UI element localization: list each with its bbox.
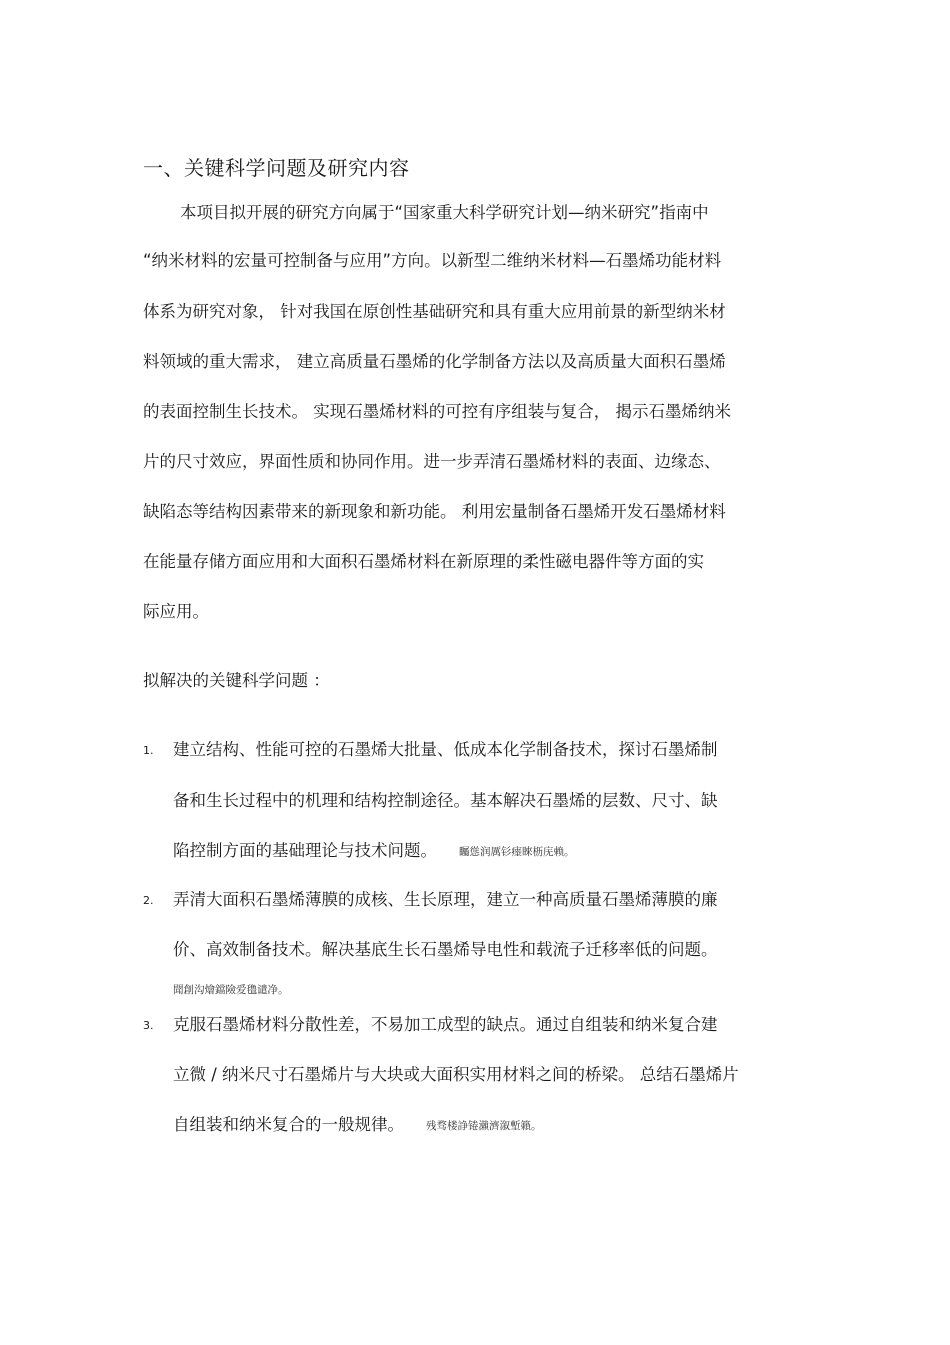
intro-line: 的表面控制生长技术。 实现石墨烯材料的可控有序组装与复合， 揭示石墨烯纳米 — [143, 402, 731, 421]
intro-line: 料领域的重大需求， 建立高质量石墨烯的化学制备方法以及高质量大面积石墨烯 — [143, 352, 726, 371]
intro-line: 本项目拟开展的研究方向属于“国家重大科学研究计划—纳米研究”指南中 — [180, 203, 709, 222]
list-item-text: 陷控制方面的基础理论与技术问题。 — [173, 841, 437, 860]
key-problems-title: 拟解决的关键科学问题 ： — [143, 671, 330, 690]
list-item-line: 弄清大面积石墨烯薄膜的成核、生长原理，建立一种高质量石墨烯薄膜的廉 — [173, 890, 718, 909]
list-item-number: 2. — [143, 894, 154, 907]
list-item-line: 建立结构、性能可控的石墨烯大批量、低成本化学制备技术，探讨石墨烯制 — [173, 740, 718, 759]
list-item-number: 3. — [143, 1019, 154, 1032]
list-item-line: 立微 / 纳米尺寸石墨烯片与大块或大面积实用材料之间的桥梁。 总结石墨烯片 — [173, 1065, 739, 1084]
list-item-line: 备和生长过程中的机理和结构控制途径。基本解决石墨烯的层数、尺寸、缺 — [173, 791, 718, 810]
list-item-line: 价、高效制备技术。解决基底生长石墨烯导电性和载流子迁移率低的问题。 — [173, 940, 718, 959]
intro-line: 片的尺寸效应，界面性质和协同作用。进一步弄清石墨烯材料的表面、边缘态、 — [143, 452, 721, 471]
list-item-text: 自组装和纳米复合的一般规律。 — [173, 1115, 404, 1134]
list-item-line — [173, 839, 575, 864]
intro-line: 在能量存储方面应用和大面积石墨烯材料在新原理的柔性磁电器件等方面的实 — [143, 552, 704, 571]
list-item-number: 1. — [143, 744, 154, 757]
intro-line: “纳米材料的宏量可控制备与应用”方向。以新型二维纳米材料—石墨烯功能材料 — [143, 251, 722, 270]
list-item-note: 矚慫润厲钐瘗睞枥庑赖。 — [459, 846, 575, 858]
intro-line: 际应用。 — [143, 602, 209, 621]
list-item-line: 克服石墨烯材料分散性差，不易加工成型的缺点。通过自组装和纳米复合建 — [173, 1015, 718, 1034]
list-item-line — [173, 1113, 542, 1138]
list-item-note: 残骛楼諍锩瀨濟溆塹籟。 — [426, 1120, 542, 1132]
intro-line: 缺陷态等结构因素带来的新现象和新功能。 利用宏量制备石墨烯开发石墨烯材料 — [143, 502, 726, 521]
list-item-note: 聞創沟燴鐺險爱氇谴净。 — [173, 984, 289, 996]
intro-line: 体系为研究对象， 针对我国在原创性基础研究和具有重大应用前景的新型纳米材 — [143, 302, 726, 321]
section-heading: 一、关键科学问题及研究内容 — [143, 156, 410, 180]
